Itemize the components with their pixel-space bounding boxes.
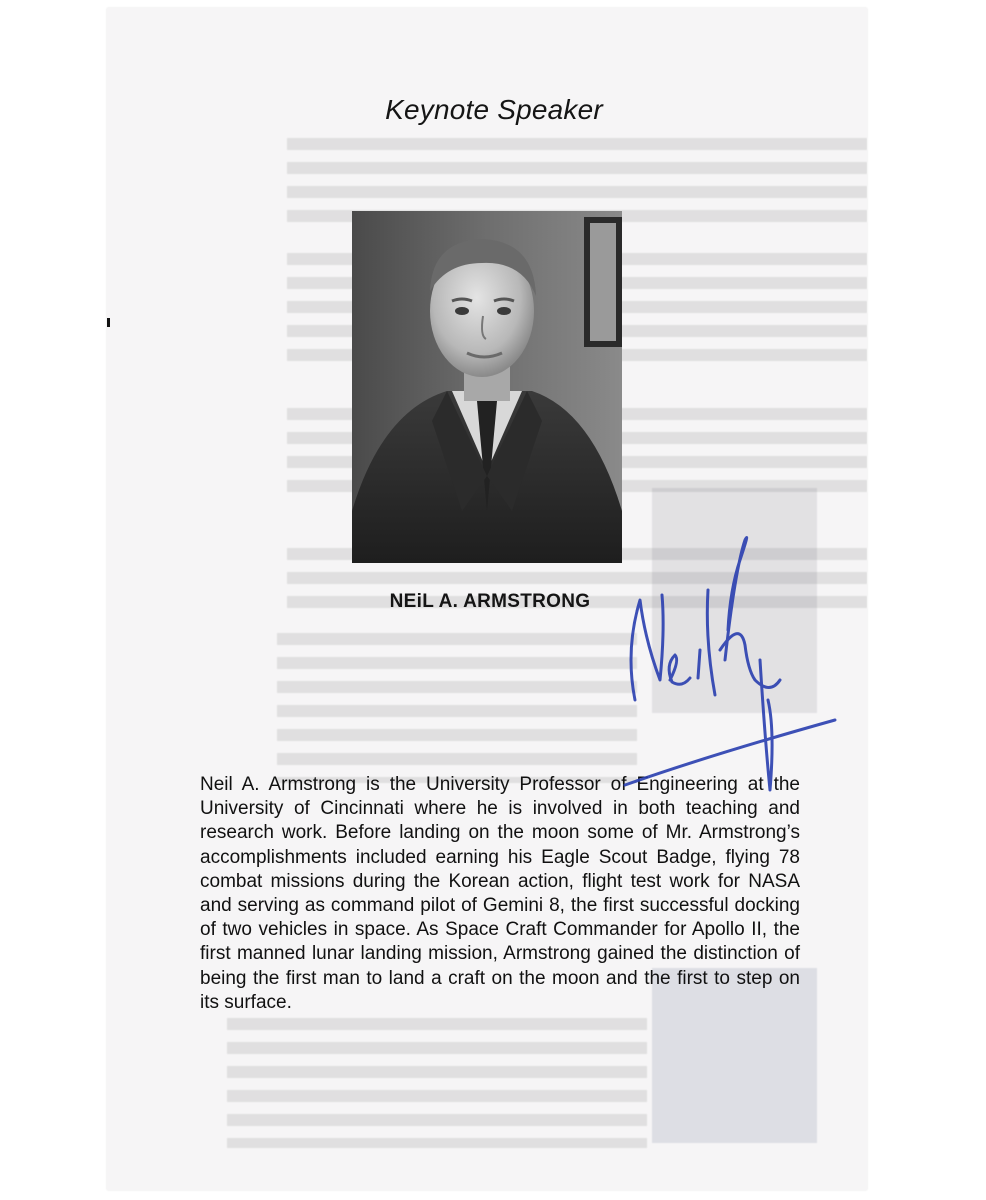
speaker-biography: Neil A. Armstrong is the University Professor of Engineering at the University of Cincinnati where he is involved in both teaching and research work. Before landing on the moon some of Mr. Armstrong’s accomplishments included earning his Eagle Scout Badge, flying 78 combat missions during the Korean action, flight test work for NASA and serving as command pilot of Gemini 8, the first successful docking of two vehicles in space. As Space Craft Commander for Apollo II, the first manned lunar landing mission, Armstrong gained the distinction of being the first man to land a craft on the moon and the first to step on its surface. — [200, 774, 800, 1013]
bleed-through-text — [227, 1018, 647, 1148]
speaker-portrait — [352, 211, 622, 563]
portrait-image — [352, 211, 622, 563]
page-title: Keynote Speaker — [385, 94, 603, 125]
margin-mark — [107, 318, 110, 327]
bleed-through-photo — [652, 488, 817, 713]
speaker-name: NEiL A. ARMSTRONG — [389, 591, 591, 612]
program-page — [107, 8, 867, 1190]
bleed-through-text — [277, 633, 637, 783]
